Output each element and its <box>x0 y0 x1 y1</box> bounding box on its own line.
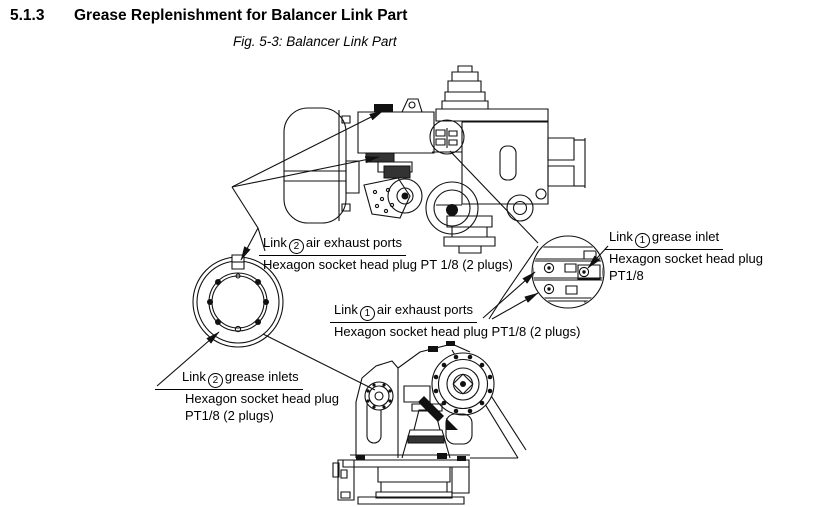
right-detail-plug-view <box>532 236 604 310</box>
callout-link1-air-exhaust-ports <box>330 301 580 340</box>
bottom-assembly-drawing <box>333 341 526 504</box>
callout-detail: PT1/8 <box>609 268 644 283</box>
callout-link1-grease-inlet <box>605 228 763 284</box>
leader-arrow-link2-exhaust-b <box>232 157 379 187</box>
leader-arrow-left-flange-top <box>241 228 258 260</box>
callout-title: Link 1 grease inlet <box>605 228 723 250</box>
top-assembly-drawing <box>284 66 585 253</box>
callout-detail: Hexagon socket head plug <box>185 391 339 406</box>
callout-title: Link 2 air exhaust ports <box>259 234 406 256</box>
connector-machine-to-right-detail <box>450 151 538 243</box>
link-number-badge: 2 <box>208 373 223 388</box>
callout-detail: Hexagon socket head plug <box>609 251 763 266</box>
link-number-badge: 1 <box>360 306 375 321</box>
callout-title: Link 1 air exhaust ports <box>330 301 477 323</box>
callout-title: Link 2 grease inlets <box>155 368 303 390</box>
callout-link2-air-exhaust-ports <box>259 234 513 273</box>
figure-caption: Fig. 5-3: Balancer Link Part <box>233 34 397 49</box>
callout-detail: Hexagon socket head plug PT 1/8 (2 plugs) <box>263 257 513 272</box>
link-number-badge: 2 <box>289 239 304 254</box>
callout-detail: PT1/8 (2 plugs) <box>185 408 274 423</box>
callout-detail: Hexagon socket head plug PT1/8 (2 plugs) <box>334 324 581 339</box>
section-title: Grease Replenishment for Balancer Link Part <box>74 7 408 24</box>
link-number-badge: 1 <box>635 233 650 248</box>
callout-link2-grease-inlets <box>155 368 339 424</box>
section-number: 5.1.3 <box>10 7 45 24</box>
